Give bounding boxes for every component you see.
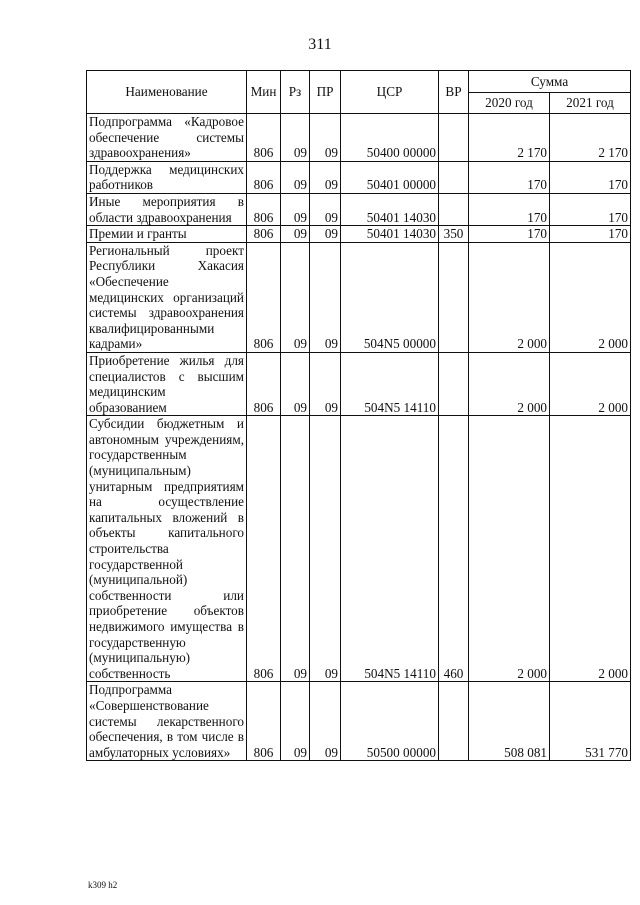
table-row [87,161,631,193]
cell-vr [439,114,469,162]
cell-name: Поддержка медицинских работников [87,161,247,193]
table-row [87,416,631,682]
table-row [87,352,631,415]
cell-name: Подпрограмма «Кадровое обеспечение системы здравоохранения» [87,114,247,162]
header-year-2020: 2020 год [469,93,550,114]
header-sum: Сумма [469,71,631,93]
cell-y2021: 2 000 [550,416,631,682]
cell-min: 806 [247,193,281,225]
cell-csr: 504N5 14110 [341,352,439,415]
table-row [87,193,631,225]
cell-pr: 09 [310,242,341,352]
cell-vr: 460 [439,416,469,682]
header-vr: ВР [439,71,469,114]
cell-y2021: 531 770 [550,682,631,761]
cell-pr: 09 [310,226,341,243]
cell-pr: 09 [310,114,341,162]
table-row [87,682,631,761]
cell-min: 806 [247,161,281,193]
table-body [87,114,631,761]
cell-name: Приобретение жилья для специалистов с высшим медицинским образованием [87,352,247,415]
cell-y2020: 170 [469,193,550,225]
cell-rz: 09 [281,352,310,415]
cell-name: Субсидии бюджетным и автономным учреждениям, государственным (муниципальным) унитарным предприятиям на осуществление капитальных вложений в объекты капитального строительства государственной (муниципальной) собственности или приобретение объектов недвижимого имущества в государственную (муниципальную) собственность [87,416,247,682]
cell-y2020: 2 000 [469,416,550,682]
cell-vr [439,682,469,761]
cell-csr: 50400 00000 [341,114,439,162]
cell-pr: 09 [310,682,341,761]
cell-csr: 504N5 00000 [341,242,439,352]
cell-vr [439,193,469,225]
cell-rz: 09 [281,682,310,761]
cell-csr: 50500 00000 [341,682,439,761]
cell-rz: 09 [281,242,310,352]
footer-code: k309 h2 [88,880,118,890]
cell-pr: 09 [310,161,341,193]
cell-min: 806 [247,226,281,243]
cell-csr: 50401 14030 [341,193,439,225]
cell-y2021: 170 [550,161,631,193]
page-number: 311 [308,36,332,53]
cell-pr: 09 [310,416,341,682]
table-row [87,226,631,243]
cell-vr [439,242,469,352]
cell-vr [439,352,469,415]
cell-y2020: 170 [469,226,550,243]
cell-pr: 09 [310,352,341,415]
cell-min: 806 [247,416,281,682]
cell-rz: 09 [281,193,310,225]
header-name: Наименование [87,71,247,114]
cell-y2021: 170 [550,226,631,243]
cell-y2020: 508 081 [469,682,550,761]
cell-y2020: 2 000 [469,242,550,352]
cell-name: Подпрограмма «Совершенствование системы лекарственного обеспечения, в том числе в амбулаторных условиях» [87,682,247,761]
cell-y2021: 2 000 [550,352,631,415]
header-min: Мин [247,71,281,114]
cell-y2021: 2 000 [550,242,631,352]
cell-csr: 50401 14030 [341,226,439,243]
cell-rz: 09 [281,226,310,243]
cell-vr [439,161,469,193]
cell-min: 806 [247,682,281,761]
cell-min: 806 [247,242,281,352]
cell-name: Премии и гранты [87,226,247,243]
budget-table [86,70,631,761]
header-csr: ЦСР [341,71,439,114]
cell-rz: 09 [281,416,310,682]
header-year-2021: 2021 год [550,93,631,114]
header-pr: ПР [310,71,341,114]
cell-y2021: 2 170 [550,114,631,162]
cell-min: 806 [247,352,281,415]
cell-rz: 09 [281,114,310,162]
table-row [87,242,631,352]
cell-csr: 50401 00000 [341,161,439,193]
cell-rz: 09 [281,161,310,193]
cell-min: 806 [247,114,281,162]
cell-pr: 09 [310,193,341,225]
table-row [87,114,631,162]
cell-y2020: 170 [469,161,550,193]
cell-vr: 350 [439,226,469,243]
cell-y2021: 170 [550,193,631,225]
cell-y2020: 2 170 [469,114,550,162]
cell-csr: 504N5 14110 [341,416,439,682]
header-rz: Рз [281,71,310,114]
cell-y2020: 2 000 [469,352,550,415]
cell-name: Региональный проект Республики Хакасия «Обеспечение медицинских организаций системы здравоохранения квалифицированными кадрами» [87,242,247,352]
cell-name: Иные мероприятия в области здравоохранения [87,193,247,225]
